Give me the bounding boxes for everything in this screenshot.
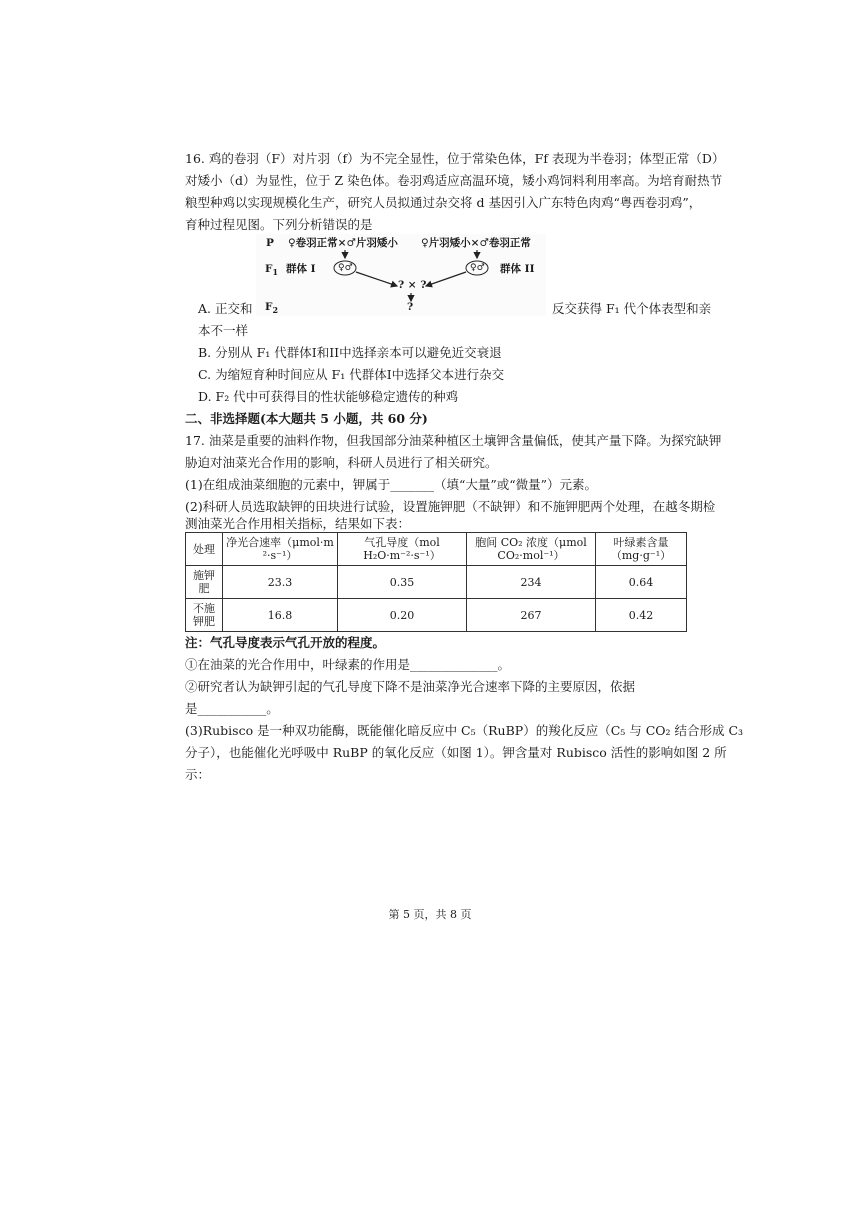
header-treatment: 处理 (186, 533, 223, 566)
q16-line-1: 16. 鸡的卷羽（F）对片羽（f）为不完全显性，位于常染色体，Ff 表现为半卷羽；体型正常（D） (185, 151, 725, 166)
q17-sub-2-line-2: 是___________。 (185, 701, 279, 716)
row-label: 施钾 肥 (186, 566, 223, 599)
header-stomatal-conductance: 气孔导度（mol H₂O·m⁻²·s⁻¹） (338, 533, 467, 566)
circle-label-right: ♀♂ (470, 263, 485, 273)
cross-mid: ? × ? (398, 279, 427, 291)
section-2-heading: 二、非选择题(本大题共 5 小题，共 60 分) (185, 411, 428, 426)
option-b: B. 分别从 F₁ 代群体I和II中选择亲本可以避免近交衰退 (198, 345, 502, 360)
q17-part-2-line-1: (2)科研人员选取缺钾的田块进行试验，设置施钾肥（不缺钾）和不施钾肥两个处理，在越冬期检 (185, 499, 716, 514)
q16-line-2: 对矮小（d）为显性，位于 Z 染色体。卷羽鸡适应高温环境，矮小鸡饲料利用率高。为培育耐热节 (185, 173, 723, 188)
q17-part-3-line-1: (3)Rubisco 是一种双功能酶，既能催化暗反应中 C₅（RuBP）的羧化反应（C₅ 与 CO₂ 结合形成 C₃ (185, 723, 744, 738)
cell-value: 16.8 (223, 599, 338, 632)
header-chlorophyll: 叶绿素含量 （mg·g⁻¹） (596, 533, 687, 566)
q16-line-4: 育种过程见图。下列分析错误的是 (185, 217, 373, 232)
q17-part-1: (1)在组成油菜细胞的元素中，钾属于_______（填“大量”或“微量”）元素。 (185, 477, 598, 492)
group-1-label: 群体 I (286, 263, 316, 275)
table-row (186, 566, 687, 599)
q17-sub-1: ①在油菜的光合作用中，叶绿素的作用是______________。 (185, 657, 511, 672)
cell-value: 23.3 (223, 566, 338, 599)
circle-label-left: ♀♂ (338, 263, 353, 273)
option-a-right: 反交获得 F₁ 代个体表型和亲 (552, 301, 712, 316)
table-header-row (186, 533, 687, 566)
q16-line-3: 粮型种鸡以实现规模化生产，研究人员拟通过杂交将 d 基因引入广东特色肉鸡“粤西卷羽鸡”， (185, 195, 702, 210)
header-intercellular-co2: 胞间 CO₂ 浓度（μmol CO₂·mol⁻¹） (467, 533, 596, 566)
diagram-arrows (256, 234, 546, 316)
row-label-f1: $F_1$ (265, 263, 279, 278)
q17-part-3-line-3: 示： (185, 767, 211, 782)
option-a-cont: 本不一样 (198, 323, 249, 338)
option-a-left: A. 正交和 (198, 301, 253, 316)
q17-part-3-line-2: 分子），也能催化光呼吸中 RuBP 的氧化反应（如图 1）。钾含量对 Rubisco 活性的影响如图 2 所 (185, 745, 727, 760)
row-label-f2: $F_2$ (265, 301, 279, 316)
breeding-diagram (256, 234, 546, 316)
q17-part-2-line-2: 测油菜光合作用相关指标，结果如下表： (185, 516, 411, 531)
cell-value: 234 (467, 566, 596, 599)
cell-value: 0.42 (596, 599, 687, 632)
q17-intro-1: 17. 油菜是重要的油料作物，但我国部分油菜种植区土壤钾含量偏低，使其产量下降。为探究缺钾 (185, 433, 722, 448)
table-row (186, 599, 687, 632)
cross-right: ♀片羽矮小×♂卷羽正常 (421, 237, 531, 249)
q17-sub-2-line-1: ②研究者认为缺钾引起的气孔导度下降不是油菜净光合速率下降的主要原因，依据 (185, 679, 636, 694)
cell-value: 267 (467, 599, 596, 632)
table-note: 注：气孔导度表示气孔开放的程度。 (185, 635, 386, 650)
cell-value: 0.64 (596, 566, 687, 599)
header-net-photosynthesis: 净光合速率（μmol·m ²·s⁻¹） (223, 533, 338, 566)
cross-left: ♀卷羽正常×♂片羽矮小 (288, 237, 398, 249)
page-footer: 第 5 页，共 8 页 (388, 908, 472, 921)
cell-value: 0.35 (338, 566, 467, 599)
option-c: C. 为缩短育种时间应从 F₁ 代群体I中选择父本进行杂交 (198, 367, 505, 382)
offspring-mark: ? (407, 301, 414, 313)
results-table (185, 532, 687, 632)
group-2-label: 群体 II (500, 263, 535, 275)
q17-intro-2: 胁迫对油菜光合作用的影响，科研人员进行了相关研究。 (185, 455, 498, 470)
row-label-p: P (266, 237, 274, 249)
row-label: 不施 钾肥 (186, 599, 223, 632)
option-d: D. F₂ 代中可获得目的性状能够稳定遗传的种鸡 (198, 389, 459, 404)
cell-value: 0.20 (338, 599, 467, 632)
